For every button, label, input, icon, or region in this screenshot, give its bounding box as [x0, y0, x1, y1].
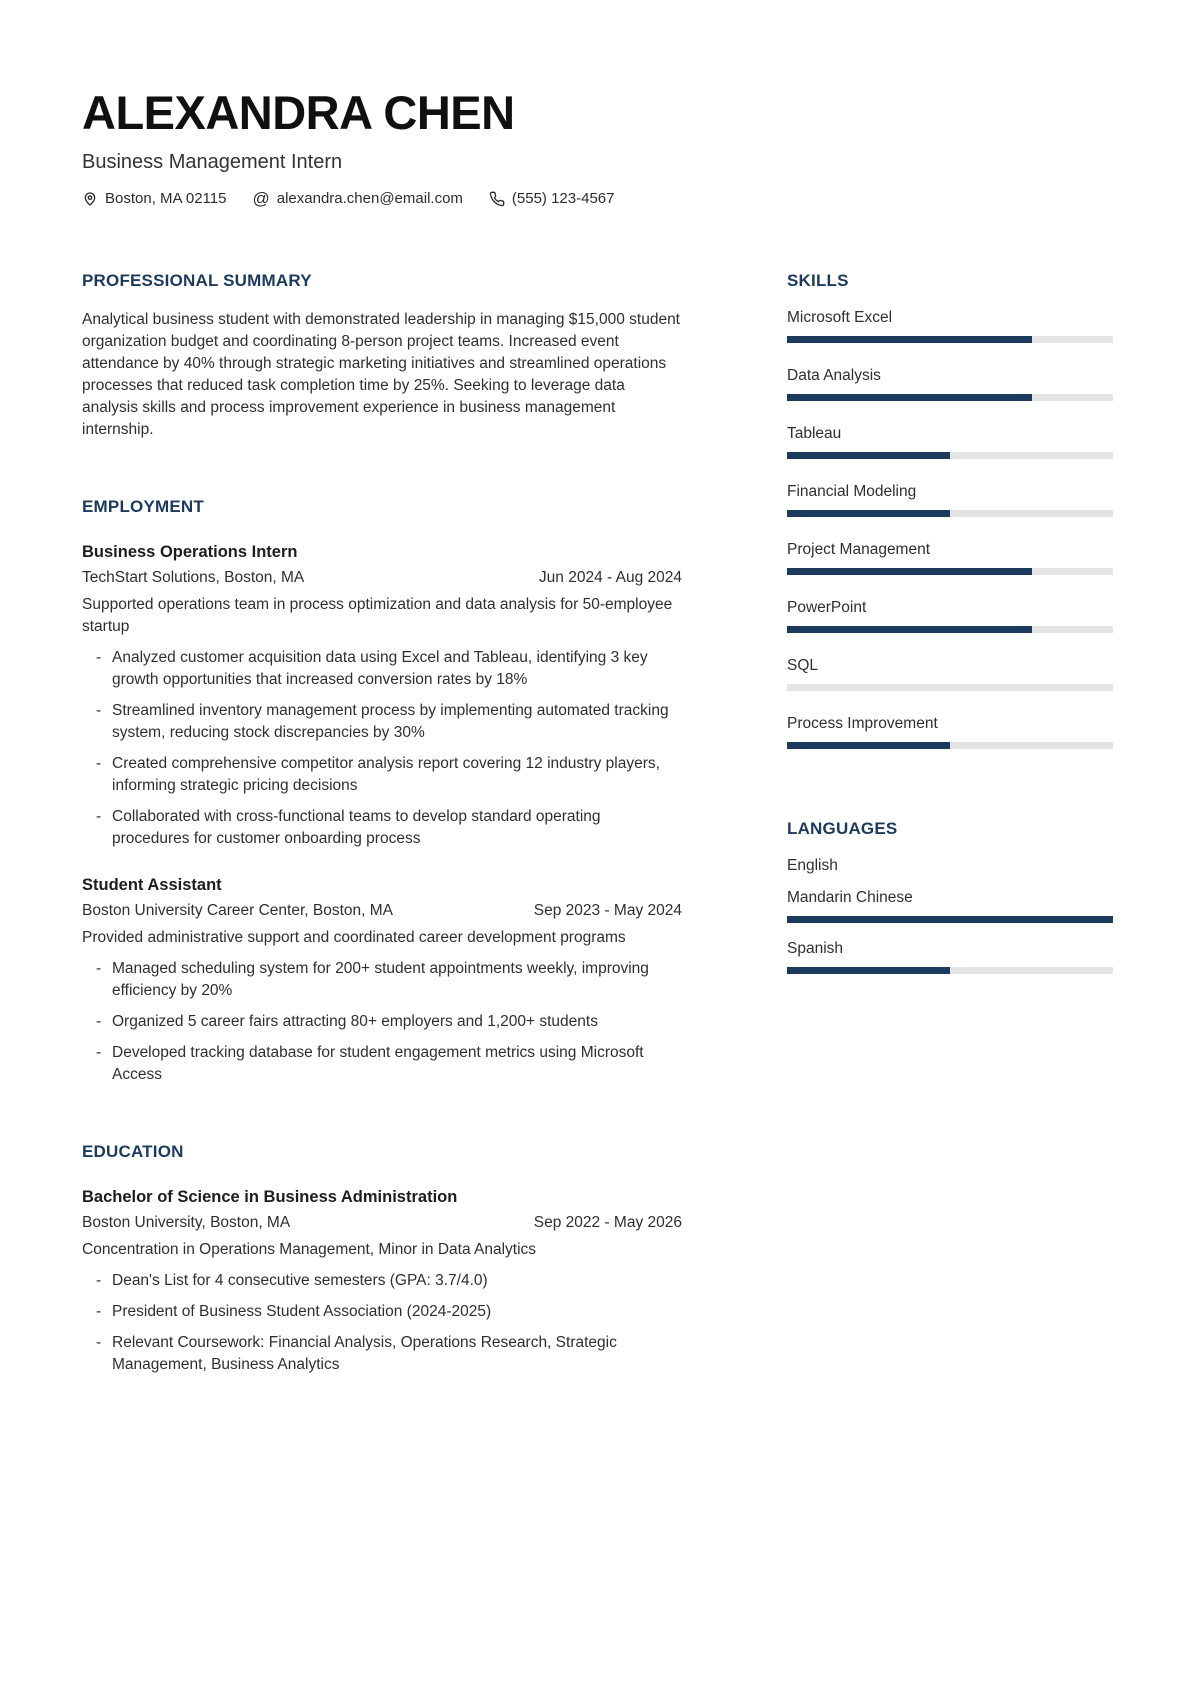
contact-location-text: Boston, MA 02115	[105, 190, 227, 208]
bullet-text: Managed scheduling system for 200+ student appointments weekly, improving efficiency by 20%	[112, 960, 649, 1000]
section-professional-summary	[82, 271, 682, 441]
job-bullet	[82, 753, 682, 797]
bullet-dash: -	[96, 1013, 102, 1031]
bullet-dash: -	[96, 702, 102, 720]
job-bullet	[82, 958, 682, 1002]
degree-title: Bachelor of Science in Business Administration	[82, 1188, 458, 1207]
skill-name: Tableau	[787, 425, 842, 443]
language-bar-fill	[787, 967, 950, 974]
job-title: Student Assistant	[82, 876, 222, 895]
contact-email	[252, 190, 462, 207]
bullet-text: Developed tracking database for student engagement metrics using Microsoft Access	[112, 1044, 644, 1084]
language-bar-track	[787, 967, 1113, 974]
skill-item	[787, 367, 1113, 401]
bullet-text: President of Business Student Association (2024-2025)	[112, 1303, 492, 1321]
skill-item	[787, 425, 1113, 459]
skill-bar-track	[787, 452, 1113, 459]
resume-columns	[82, 215, 1113, 1376]
skill-bar-fill	[787, 568, 1032, 575]
skill-bar-fill	[787, 452, 950, 459]
language-item	[787, 889, 1113, 923]
bullet-dash: -	[96, 1044, 102, 1062]
contact-location	[82, 190, 226, 207]
company-row	[82, 902, 682, 920]
language-item	[787, 857, 1113, 875]
bullet-dash: -	[96, 1272, 102, 1290]
language-bar-fill	[787, 916, 1113, 923]
skill-name: Process Improvement	[787, 715, 938, 733]
skill-name: Project Management	[787, 541, 931, 559]
job-bullet	[82, 806, 682, 850]
bullet-text: Analyzed customer acquisition data using Excel and Tableau, identifying 3 key growth opportunities that increased conversion rates by 18%	[112, 649, 648, 689]
section-education	[82, 1142, 682, 1376]
skill-bar-track	[787, 510, 1113, 517]
bullet-text: Organized 5 career fairs attracting 80+ employers and 1,200+ students	[112, 1013, 598, 1031]
skill-item	[787, 657, 1113, 691]
education-description: Concentration in Operations Management, Minor in Data Analytics	[82, 1241, 537, 1259]
contact-phone-text: (555) 123-4567	[511, 190, 615, 208]
contact-email-text: alexandra.chen@email.com	[276, 190, 463, 208]
skill-name: Microsoft Excel	[787, 309, 893, 327]
language-item	[787, 940, 1113, 974]
skill-bar-fill	[787, 336, 1032, 343]
bullet-text: Created comprehensive competitor analysis report covering 12 industry players, informing strategic pricing decisions	[112, 755, 660, 795]
contact-row	[82, 190, 1113, 207]
candidate-title: Business Management Intern	[82, 151, 343, 174]
language-bar-track	[787, 916, 1113, 923]
job-company: TechStart Solutions, Boston, MA	[82, 569, 305, 587]
skill-bar-track	[787, 394, 1113, 401]
skills-heading: SKILLS	[787, 271, 849, 291]
job-dates: Sep 2023 - May 2024	[533, 902, 682, 920]
education-bullet	[82, 1301, 682, 1323]
education-bullet	[82, 1332, 682, 1376]
skill-name: SQL	[787, 657, 819, 675]
bullet-text: Dean's List for 4 consecutive semesters (GPA: 3.7/4.0)	[112, 1272, 488, 1290]
job-entry	[82, 876, 682, 1086]
skill-bar-fill	[787, 626, 1032, 633]
bullet-dash: -	[96, 960, 102, 978]
education-heading: EDUCATION	[82, 1142, 184, 1162]
summary-text: Analytical business student with demonstrated leadership in managing $15,000 student organization budget and coordinating 8-person project teams. Increased event attendance by 40% through strategic marketing initiatives and streamlined operations processes that reduced task completion time by 25%. Seeking to leverage data analysis skills and process improvement experience in business management internship.	[82, 311, 680, 439]
skill-item	[787, 541, 1113, 575]
skill-name: Financial Modeling	[787, 483, 917, 501]
school-name: Boston University, Boston, MA	[82, 1214, 291, 1232]
job-bullet	[82, 700, 682, 744]
skill-bar-track	[787, 336, 1113, 343]
job-bullet	[82, 647, 682, 691]
skill-name: PowerPoint	[787, 599, 867, 617]
skill-name: Data Analysis	[787, 367, 881, 385]
bullet-dash: -	[96, 1303, 102, 1321]
phone-icon	[489, 191, 505, 207]
education-bullet	[82, 1270, 682, 1292]
skill-item	[787, 309, 1113, 343]
skill-bar-track	[787, 742, 1113, 749]
job-dates: Jun 2024 - Aug 2024	[538, 569, 682, 587]
skill-bar-track	[787, 568, 1113, 575]
company-row	[82, 569, 682, 587]
language-name: Mandarin Chinese	[787, 889, 913, 907]
education-entry	[82, 1188, 682, 1376]
skill-bar-track	[787, 626, 1113, 633]
bullet-dash: -	[96, 649, 102, 667]
candidate-name: ALEXANDRA CHEN	[82, 86, 515, 139]
bullet-text: Relevant Coursework: Financial Analysis, Operations Research, Strategic Management, Business Analytics	[112, 1334, 617, 1374]
job-description: Provided administrative support and coordinated career development programs	[82, 929, 626, 947]
main-column	[82, 215, 682, 1376]
sidebar-column	[787, 215, 1113, 991]
job-bullet	[82, 1011, 682, 1033]
at-sign-icon: @	[252, 189, 270, 209]
summary-heading: PROFESSIONAL SUMMARY	[82, 271, 312, 291]
resume-header	[82, 88, 1113, 207]
section-languages	[787, 819, 1113, 974]
school-row	[82, 1214, 682, 1232]
bullet-text: Collaborated with cross-functional teams to develop standard operating procedures for customer onboarding process	[112, 808, 601, 848]
job-entry	[82, 543, 682, 850]
skill-bar-fill	[787, 510, 950, 517]
bullet-text: Streamlined inventory management process by implementing automated tracking system, reducing stock discrepancies by 30%	[112, 702, 669, 742]
languages-heading: LANGUAGES	[787, 819, 898, 839]
contact-phone	[489, 190, 615, 207]
section-skills	[787, 271, 1113, 749]
skill-item	[787, 599, 1113, 633]
bullet-dash: -	[96, 1334, 102, 1352]
skill-bar-track	[787, 684, 1113, 691]
skill-bar-fill	[787, 742, 950, 749]
bullet-dash: -	[96, 755, 102, 773]
job-title: Business Operations Intern	[82, 543, 298, 562]
employment-heading: EMPLOYMENT	[82, 497, 204, 517]
job-bullet	[82, 1042, 682, 1086]
bullet-dash: -	[96, 808, 102, 826]
skill-item	[787, 483, 1113, 517]
location-pin-icon	[82, 191, 98, 207]
section-employment	[82, 497, 682, 1086]
language-name: Spanish	[787, 940, 844, 958]
skill-bar-fill	[787, 394, 1032, 401]
language-name: English	[787, 857, 838, 875]
job-company: Boston University Career Center, Boston, MA	[82, 902, 393, 920]
job-description: Supported operations team in process optimization and data analysis for 50-employee startup	[82, 596, 673, 636]
education-dates: Sep 2022 - May 2026	[533, 1214, 682, 1232]
skill-item	[787, 715, 1113, 749]
